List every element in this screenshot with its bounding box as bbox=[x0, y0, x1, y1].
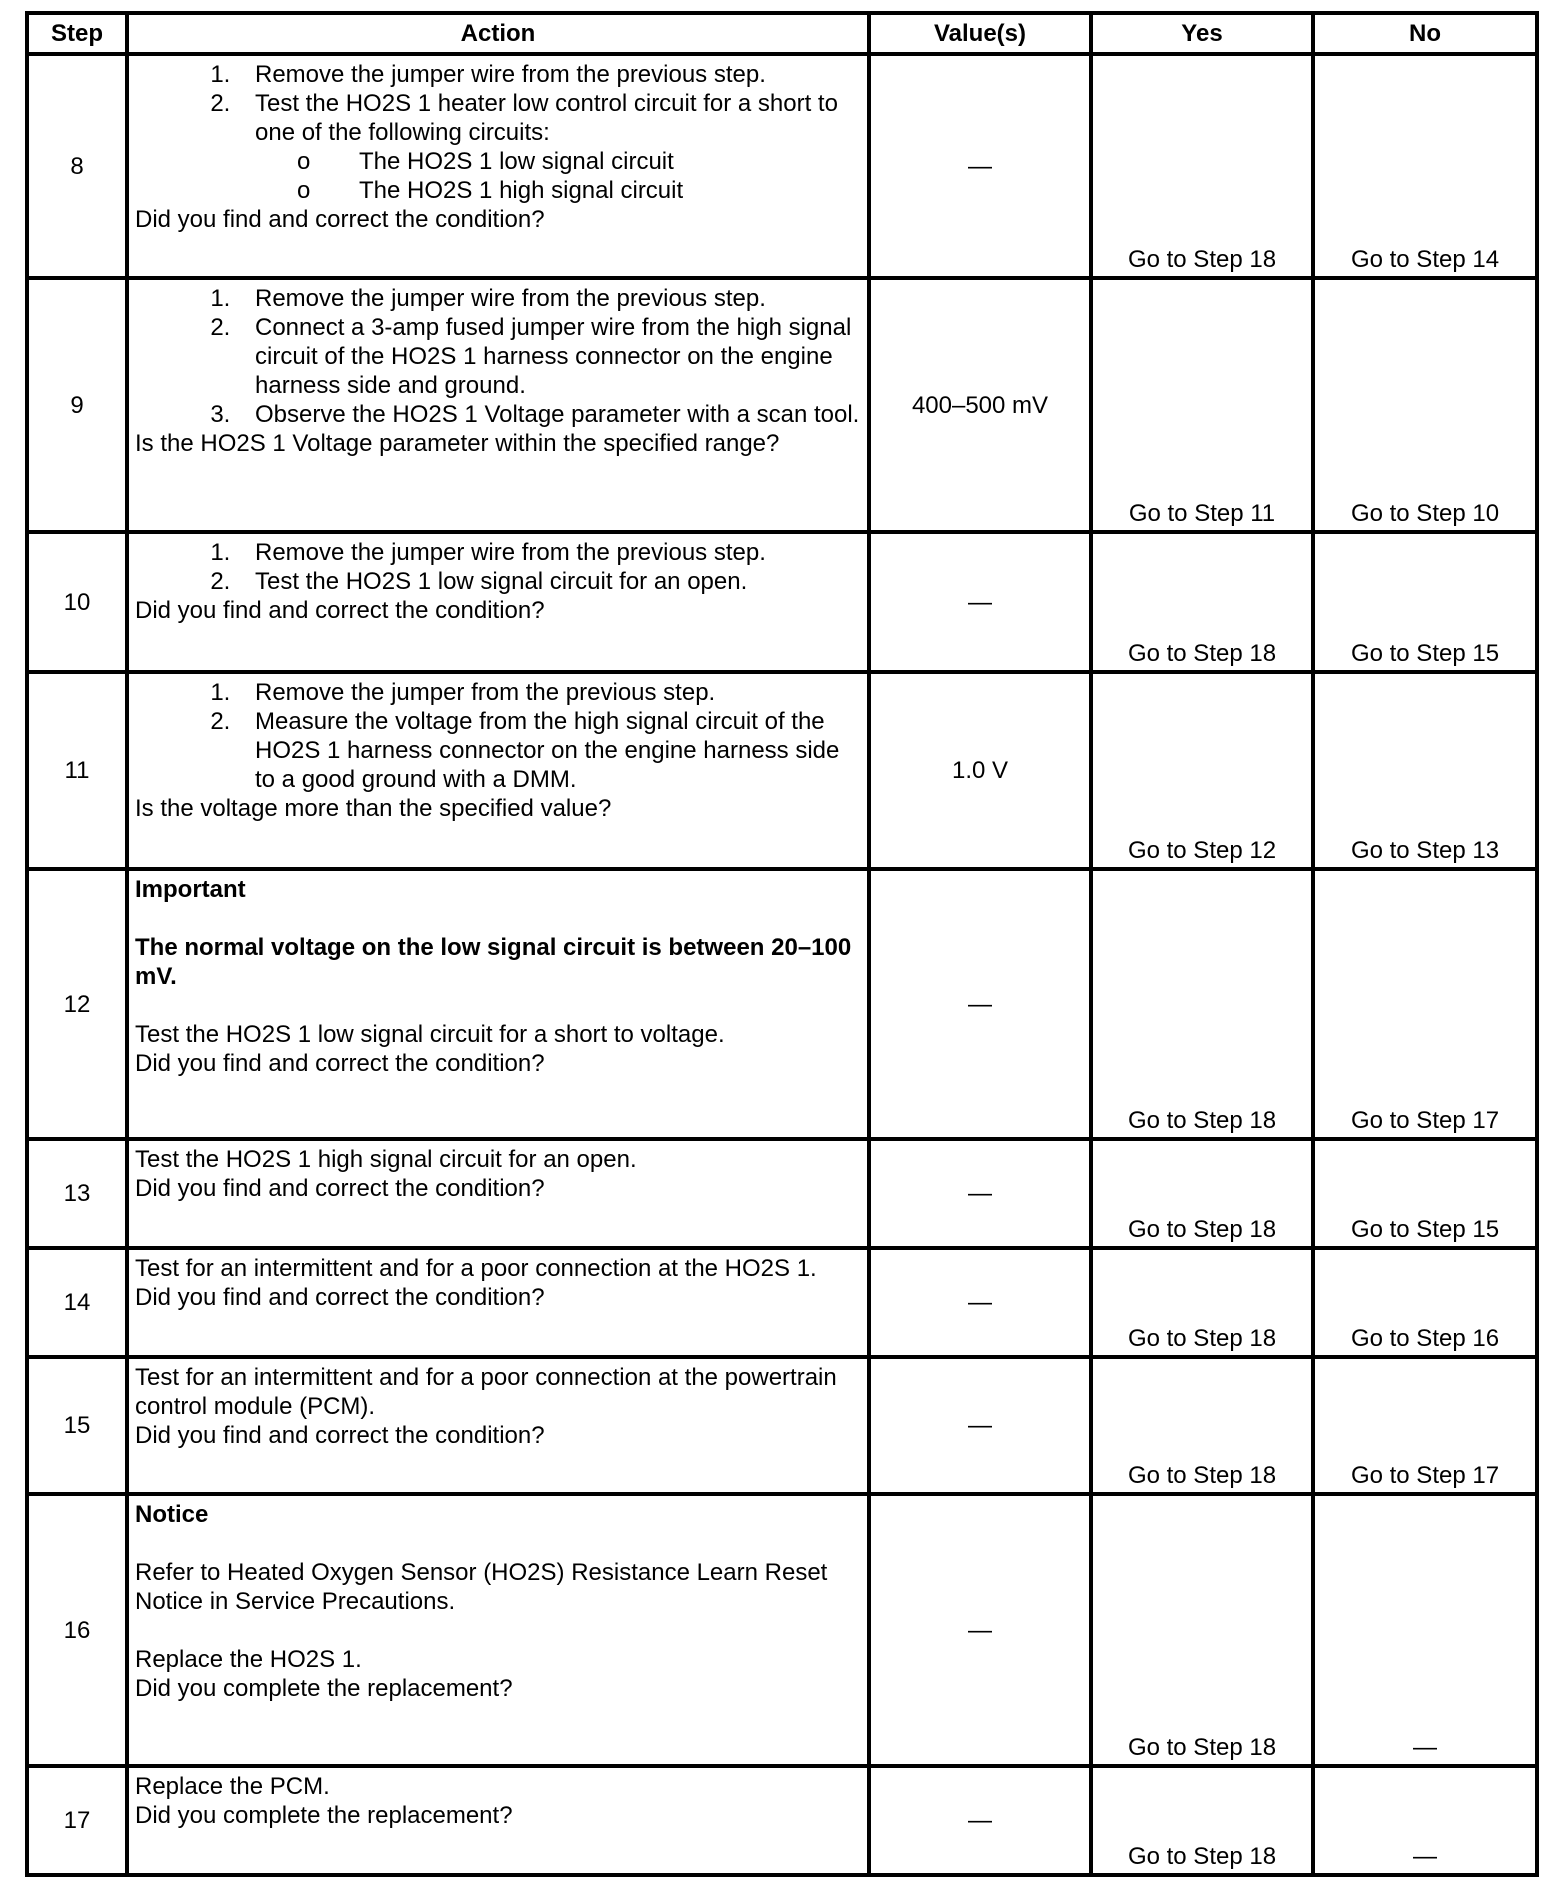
action-step: 1. Remove the jumper wire from the previous step. bbox=[237, 284, 863, 313]
action-steps bbox=[135, 60, 863, 205]
important-note: The normal voltage on the low signal circuit is between 20–100 mV. bbox=[135, 934, 852, 990]
value-cell: — bbox=[869, 54, 1091, 278]
no-cell: — bbox=[1313, 1494, 1537, 1766]
action-substep: o The HO2S 1 low signal circuit bbox=[337, 147, 863, 176]
no-cell: Go to Step 16 bbox=[1313, 1248, 1537, 1357]
action-step-text: Test the HO2S 1 heater low control circuit for a short to one of the following circuits: bbox=[255, 90, 838, 146]
action-substeps bbox=[255, 147, 863, 205]
table-row-step-13 bbox=[27, 1139, 1537, 1248]
no-cell: Go to Step 10 bbox=[1313, 278, 1537, 532]
action-text: Test for an intermittent and for a poor connection at the powertrain control module (PCM). bbox=[135, 1364, 837, 1420]
value-cell: 1.0 V bbox=[869, 672, 1091, 869]
header-row bbox=[27, 13, 1537, 54]
yes-cell: Go to Step 11 bbox=[1091, 278, 1313, 532]
action-step: 1. Remove the jumper wire from the previous step. bbox=[237, 60, 863, 89]
no-cell: Go to Step 15 bbox=[1313, 1139, 1537, 1248]
action-cell bbox=[127, 1766, 869, 1875]
table-row-step-9 bbox=[27, 278, 1537, 532]
action-cell bbox=[127, 672, 869, 869]
action-question: Is the voltage more than the specified value? bbox=[135, 795, 612, 822]
step-number: 17 bbox=[27, 1766, 127, 1875]
table-row-step-17 bbox=[27, 1766, 1537, 1875]
step-number: 12 bbox=[27, 869, 127, 1139]
action-step: 1. Remove the jumper wire from the previous step. bbox=[237, 538, 863, 567]
action-step: 2. Connect a 3-amp fused jumper wire from the high signal circuit of the HO2S 1 harness connector on the engine harness side and ground. bbox=[237, 313, 863, 400]
yes-cell: Go to Step 18 bbox=[1091, 1357, 1313, 1494]
diagnostic-table bbox=[25, 11, 1539, 1877]
action-text: Test for an intermittent and for a poor connection at the HO2S 1. bbox=[135, 1255, 817, 1282]
action-question: Did you find and correct the condition? bbox=[135, 597, 545, 624]
action-text: Replace the PCM. bbox=[135, 1773, 330, 1800]
notice-note: Refer to Heated Oxygen Sensor (HO2S) Resistance Learn Reset Notice in Service Precautions. bbox=[135, 1559, 828, 1615]
step-number: 13 bbox=[27, 1139, 127, 1248]
no-cell: Go to Step 14 bbox=[1313, 54, 1537, 278]
yes-cell: Go to Step 18 bbox=[1091, 1766, 1313, 1875]
value-cell: — bbox=[869, 1248, 1091, 1357]
step-number: 16 bbox=[27, 1494, 127, 1766]
no-cell: Go to Step 15 bbox=[1313, 532, 1537, 672]
header-step: Step bbox=[27, 13, 127, 54]
important-heading: Important bbox=[135, 876, 246, 903]
yes-cell: Go to Step 18 bbox=[1091, 54, 1313, 278]
step-number: 11 bbox=[27, 672, 127, 869]
action-substep: o The HO2S 1 high signal circuit bbox=[337, 176, 863, 205]
action-cell bbox=[127, 1248, 869, 1357]
action-question: Did you find and correct the condition? bbox=[135, 206, 545, 233]
yes-cell: Go to Step 18 bbox=[1091, 1248, 1313, 1357]
value-cell: 400–500 mV bbox=[869, 278, 1091, 532]
yes-cell: Go to Step 18 bbox=[1091, 1494, 1313, 1766]
value-cell: — bbox=[869, 1139, 1091, 1248]
value-cell: — bbox=[869, 1494, 1091, 1766]
action-question: Did you find and correct the condition? bbox=[135, 1422, 545, 1449]
action-cell bbox=[127, 54, 869, 278]
no-cell: — bbox=[1313, 1766, 1537, 1875]
action-question: Did you find and correct the condition? bbox=[135, 1050, 545, 1077]
table-row-step-8 bbox=[27, 54, 1537, 278]
action-step bbox=[237, 89, 863, 205]
action-text: Test the HO2S 1 high signal circuit for an open. bbox=[135, 1146, 637, 1173]
table-row-step-10 bbox=[27, 532, 1537, 672]
action-cell bbox=[127, 869, 869, 1139]
notice-heading: Notice bbox=[135, 1501, 209, 1528]
action-question: Did you find and correct the condition? bbox=[135, 1284, 545, 1311]
action-step: 3. Observe the HO2S 1 Voltage parameter with a scan tool. bbox=[237, 400, 863, 429]
step-number: 9 bbox=[27, 278, 127, 532]
yes-cell: Go to Step 18 bbox=[1091, 1139, 1313, 1248]
step-number: 10 bbox=[27, 532, 127, 672]
action-cell bbox=[127, 532, 869, 672]
action-question: Did you complete the replacement? bbox=[135, 1675, 513, 1702]
step-number: 14 bbox=[27, 1248, 127, 1357]
value-cell: — bbox=[869, 1766, 1091, 1875]
no-cell: Go to Step 17 bbox=[1313, 1357, 1537, 1494]
header-action: Action bbox=[127, 13, 869, 54]
yes-cell: Go to Step 12 bbox=[1091, 672, 1313, 869]
table-row-step-16 bbox=[27, 1494, 1537, 1766]
action-cell bbox=[127, 1494, 869, 1766]
table-row-step-12 bbox=[27, 869, 1537, 1139]
yes-cell: Go to Step 18 bbox=[1091, 869, 1313, 1139]
value-cell: — bbox=[869, 532, 1091, 672]
table-row-step-14 bbox=[27, 1248, 1537, 1357]
action-text: Test the HO2S 1 low signal circuit for a short to voltage. bbox=[135, 1021, 725, 1048]
no-cell: Go to Step 17 bbox=[1313, 869, 1537, 1139]
action-text: Replace the HO2S 1. bbox=[135, 1646, 362, 1673]
action-step: 2. Measure the voltage from the high signal circuit of the HO2S 1 harness connector on the engine harness side to a good ground with a DMM. bbox=[237, 707, 863, 794]
step-number: 15 bbox=[27, 1357, 127, 1494]
value-cell: — bbox=[869, 869, 1091, 1139]
action-cell bbox=[127, 278, 869, 532]
action-steps bbox=[135, 678, 863, 794]
action-cell bbox=[127, 1357, 869, 1494]
header-yes: Yes bbox=[1091, 13, 1313, 54]
header-no: No bbox=[1313, 13, 1537, 54]
yes-cell: Go to Step 18 bbox=[1091, 532, 1313, 672]
action-steps bbox=[135, 284, 863, 429]
action-step: 1. Remove the jumper from the previous step. bbox=[237, 678, 863, 707]
no-cell: Go to Step 13 bbox=[1313, 672, 1537, 869]
action-question: Did you complete the replacement? bbox=[135, 1802, 513, 1829]
action-question: Did you find and correct the condition? bbox=[135, 1175, 545, 1202]
action-cell bbox=[127, 1139, 869, 1248]
table-row-step-15 bbox=[27, 1357, 1537, 1494]
header-values: Value(s) bbox=[869, 13, 1091, 54]
step-number: 8 bbox=[27, 54, 127, 278]
value-cell: — bbox=[869, 1357, 1091, 1494]
action-question: Is the HO2S 1 Voltage parameter within the specified range? bbox=[135, 430, 780, 457]
table-row-step-11 bbox=[27, 672, 1537, 869]
action-steps bbox=[135, 538, 863, 596]
action-step: 2. Test the HO2S 1 low signal circuit for an open. bbox=[237, 567, 863, 596]
